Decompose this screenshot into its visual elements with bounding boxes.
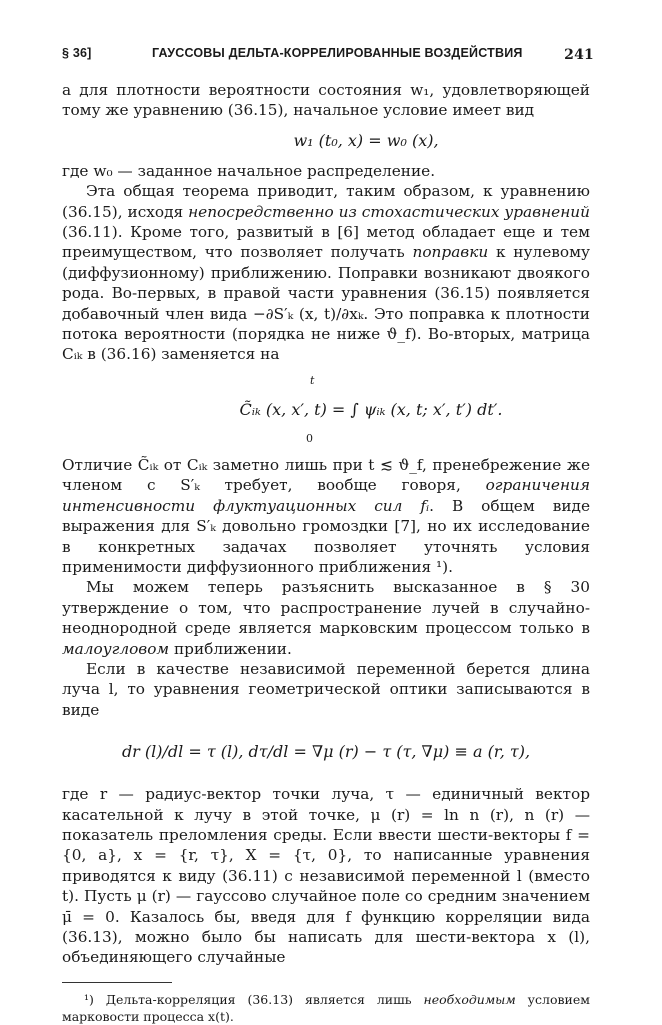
integral-upper-limit: t: [310, 373, 315, 387]
paragraph-3: [62, 181, 590, 365]
paragraph-5-emphasis: малоугловом: [62, 639, 170, 658]
paragraph-1: а для плотности вероятности состояния w₁, удовлетворяющей тому же уравнению (36.15), начальное условие имеет вид: [62, 81, 590, 120]
section-marker: § 36]: [62, 46, 92, 60]
paragraph-3-part-c: к нулевому (диффузионному) приближению. Поправки возникают двоякого рода. Во-первых, в правой части уравнения (36.15) появляется добавочный член вида −∂S′ₖ (x, t)/∂xₖ. Это поправка к плотности потока вероятности (порядка не ниже ϑ_f). Во-вторых, матрица Cᵢₖ в (36.16) заменяется на: [62, 243, 590, 364]
paragraph-2: где w₀ — заданное начальное распределение.: [62, 161, 436, 180]
running-header: [62, 40, 594, 64]
paragraph-5-part-a: Мы можем теперь разъяснить высказанное в § 30 утверждение о том, что распространение лучей в случайно-неоднородной среде является марковским процессом только в: [62, 578, 590, 638]
paragraph-3-emphasis-2: поправки: [412, 243, 489, 262]
paragraph-4-part-b: . В общем виде выражения для S′ₖ довольно громоздки [7], но их исследование в конкретных задачах позволяет уточнять условия применимости диффузионного приближения ¹).: [62, 496, 590, 576]
integral-lower-limit: 0: [306, 431, 313, 445]
footnote-1: [62, 991, 590, 1025]
paragraph-3-part-b: (36.11). Кроме того, развитый в [6] метод обладает еще и тем преимуществом, что позволяет получать: [62, 223, 590, 262]
paragraph-3-part-a: Эта общая теорема приводит, таким образом, к уравнению (36.15), исходя: [62, 182, 590, 221]
integral-expression: C̃ᵢₖ (x, x′, t) = ∫ ψᵢₖ (x, t; x′, t′) dt′.: [239, 399, 503, 419]
footnote-divider: [62, 982, 172, 983]
paragraph-5: [62, 577, 590, 659]
footnote-part-a: ¹) Дельта-корреляция (36.13) является лишь: [84, 991, 424, 1007]
paragraph-5-part-b: приближении.: [169, 639, 292, 658]
formula-initial-condition: w₁ (t₀, x) = w₀ (x),: [293, 130, 439, 150]
formula-ray-equations: dr (l)/dl = τ (l), dτ/dl = ∇μ (r) − τ (τ, ∇μ) ≡ a (r, τ),: [121, 742, 531, 762]
page-number: 241: [564, 47, 594, 63]
paragraph-3-emphasis-1: непосредственно из стохастических уравнений: [188, 202, 590, 221]
running-title: ГАУССОВЫ ДЕЛЬТА-КОРРЕЛИРОВАННЫЕ ВОЗДЕЙСТВИЯ: [152, 46, 523, 60]
paragraph-4: [62, 455, 590, 577]
footnote-part-b: условием марковости процесса x(t).: [62, 991, 590, 1024]
main-text: [62, 80, 590, 1025]
footnote-emphasis: необходимым: [423, 991, 516, 1007]
paragraph-4-part-a: Отличие C̃ᵢₖ от Cᵢₖ заметно лишь при t ≲ ϑ_f, пренебрежение же членом с S′ₖ требует, вообще говоря,: [62, 455, 590, 495]
paragraph-7: где r — радиус-вектор точки луча, τ — единичный вектор касательной к лучу в этой точке, μ (r) = ln n (r), n (r) — показатель преломления среды. Если ввести шести-векторы f = {0, a}, x = {r, τ}, X = {τ, 0}, то написанные уравнения приводятся к виду (36.11) с независимой переменной l (вместо t). Пусть μ (r) — гауссово случайное поле со средним значением μ̄ = 0. Казалось бы, введя для f функцию корреляции вида (36.13), можно было бы написать для шести-вектора x (l), объединяющего случайные: [62, 785, 590, 967]
paragraph-6: Если в качестве независимой переменной берется длина луча l, то уравнения геометрической оптики записываются в виде: [62, 659, 590, 719]
book-page: [62, 40, 594, 1025]
formula-integral: [62, 371, 590, 449]
paragraph-4-emphasis: ограничения интенсивности флуктуационных сил fᵢ: [62, 476, 590, 515]
